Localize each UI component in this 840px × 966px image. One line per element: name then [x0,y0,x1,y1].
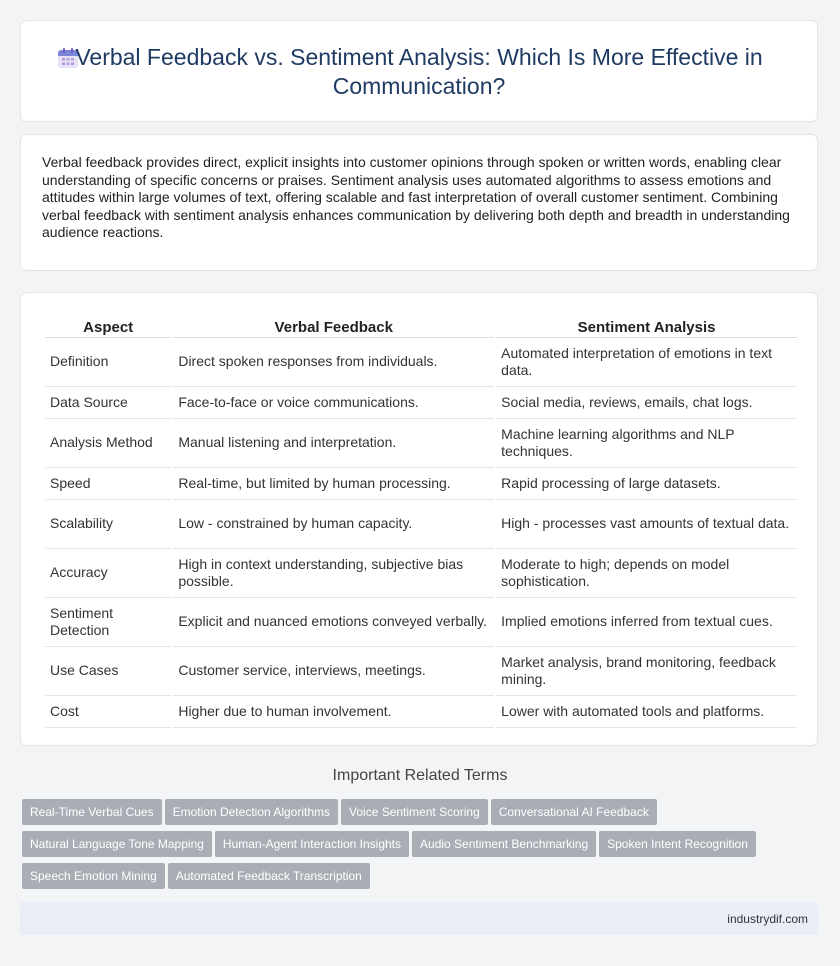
related-terms-list [22,799,802,895]
sentiment-analysis-cell: Rapid processing of large datasets. [496,468,797,500]
verbal-feedback-cell: Direct spoken responses from individuals. [173,338,494,387]
intro-card [20,134,818,271]
comparison-card [20,292,818,746]
title-card [20,20,818,122]
related-term-tag[interactable]: Voice Sentiment Scoring [341,799,488,825]
related-term-tag[interactable]: Emotion Detection Algorithms [165,799,338,825]
sentiment-analysis-cell: Market analysis, brand monitoring, feedback mining. [496,647,797,696]
aspect-cell: Speed [45,468,171,500]
footer-site-link[interactable]: industrydif.com [727,912,808,926]
table-row [45,500,797,549]
aspect-cell: Cost [45,696,171,728]
related-term-tag[interactable]: Natural Language Tone Mapping [22,831,212,857]
column-header: Aspect [45,315,171,338]
aspect-cell: Definition [45,338,171,387]
sentiment-analysis-cell: Lower with automated tools and platforms. [496,696,797,728]
sentiment-analysis-cell: Automated interpretation of emotions in text data. [496,338,797,387]
table-row [45,549,797,598]
table-row [45,419,797,468]
aspect-cell: Accuracy [45,549,171,598]
page-title: Verbal Feedback vs. Sentiment Analysis: Which Is More Effective in Communication? [75,44,763,99]
related-terms-heading: Important Related Terms [332,767,508,784]
related-term-tag[interactable]: Conversational AI Feedback [491,799,657,825]
aspect-cell: Analysis Method [45,419,171,468]
verbal-feedback-cell: High in context understanding, subjective bias possible. [173,549,494,598]
aspect-cell: Use Cases [45,647,171,696]
table-row [45,338,797,387]
intro-paragraph: Verbal feedback provides direct, explicit insights into customer opinions through spoken or written words, enabling clear understanding of specific concerns or praises. Sentiment analysis uses automated algorithms to assess emotions and attitudes within large volumes of text, offering scalable and fast interpretation of overall customer sentiment. Combining verbal feedback with sentiment analysis enhances communication by delivering both depth and breadth in understanding audience reactions. [42,154,790,240]
table-row [45,387,797,419]
verbal-feedback-cell: Face-to-face or voice communications. [173,387,494,419]
sentiment-analysis-cell: Implied emotions inferred from textual cues. [496,598,797,647]
related-term-tag[interactable]: Real-Time Verbal Cues [22,799,162,825]
table-row [45,647,797,696]
sentiment-analysis-cell: Social media, reviews, emails, chat logs. [496,387,797,419]
sentiment-analysis-cell: Machine learning algorithms and NLP techniques. [496,419,797,468]
verbal-feedback-cell: Manual listening and interpretation. [173,419,494,468]
verbal-feedback-cell: Low - constrained by human capacity. [173,500,494,549]
comparison-table [43,315,799,728]
column-header: Verbal Feedback [173,315,494,338]
verbal-feedback-cell: Explicit and nuanced emotions conveyed verbally. [173,598,494,647]
table-row [45,696,797,728]
related-term-tag[interactable]: Automated Feedback Transcription [168,863,370,889]
sentiment-analysis-cell: High - processes vast amounts of textual data. [496,500,797,549]
verbal-feedback-cell: Customer service, interviews, meetings. [173,647,494,696]
related-term-tag[interactable]: Speech Emotion Mining [22,863,165,889]
column-header: Sentiment Analysis [496,315,797,338]
sentiment-analysis-cell: Moderate to high; depends on model sophistication. [496,549,797,598]
verbal-feedback-cell: Real-time, but limited by human processing. [173,468,494,500]
related-term-tag[interactable]: Spoken Intent Recognition [599,831,756,857]
table-row [45,468,797,500]
footer [20,902,818,935]
related-term-tag[interactable]: Human-Agent Interaction Insights [215,831,409,857]
aspect-cell: Sentiment Detection [45,598,171,647]
related-term-tag[interactable]: Audio Sentiment Benchmarking [412,831,596,857]
table-header-row [45,315,797,338]
table-row [45,598,797,647]
verbal-feedback-cell: Higher due to human involvement. [173,696,494,728]
aspect-cell: Data Source [45,387,171,419]
aspect-cell: Scalability [45,500,171,549]
